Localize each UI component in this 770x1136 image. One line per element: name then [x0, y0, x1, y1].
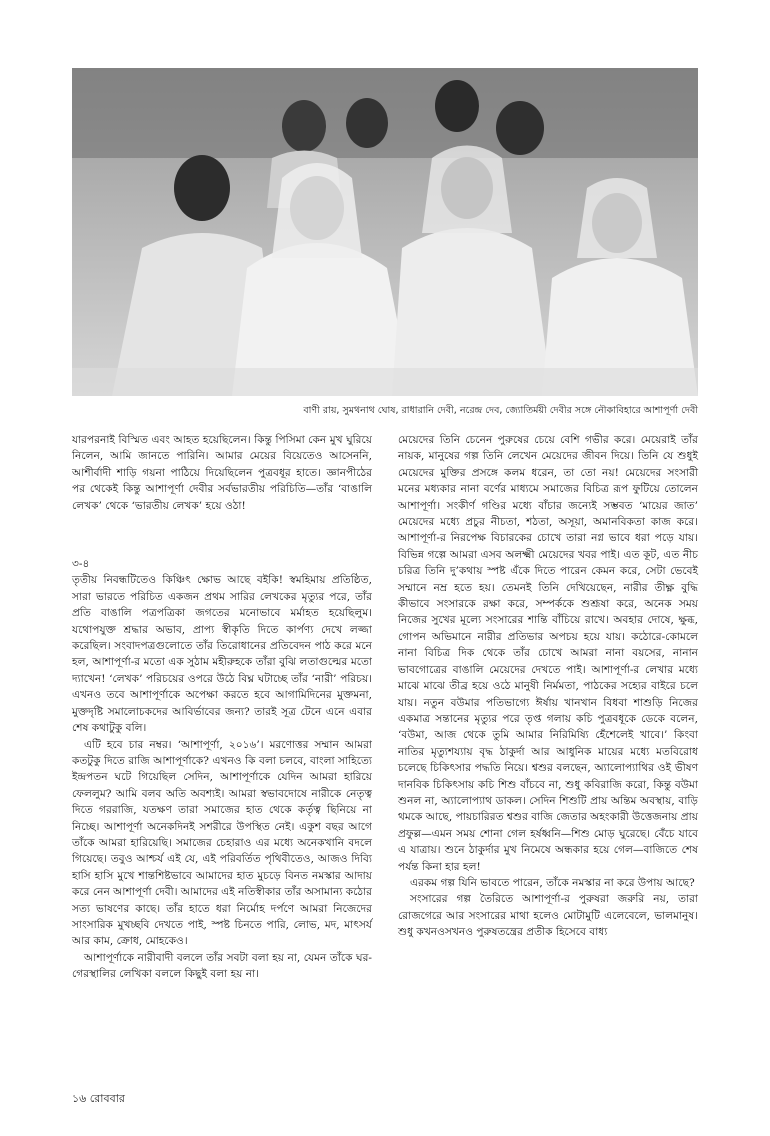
left-paragraph-4: আশাপূর্ণাকে নারীবাদী বললে তাঁর সবটা বলা হয় না, যেমন তাঁকে ঘর-গেরস্থালির লেখিকা বললে কিছুই বলা হয় না। [72, 951, 372, 981]
section-gap [72, 514, 372, 556]
left-paragraph-2: তৃতীয় নিবন্ধটিতেও কিঞ্চিৎ ক্ষোভ আছে বইকি! স্বমহিমায় প্রতিষ্ঠিত, সারা ভারতে পরিচিত একজন প্রথম সারির লেখকের মৃত্যুর পরে, তাঁর প্রতি বাঙালি পত্রপত্রিকা জগতের মনোভাবে মর্মাহত হয়েছিলুম। যথোপযুক্ত শ্রদ্ধার অভাব, প্রাপ্য স্বীকৃতি দিতে কার্পণ্য দেখে লজ্জা করেছিল। সংবাদপত্রগুলোতে তাঁর তিরোধানের প্রতিবেদন পাঠ করে মনে হল, আশাপূর্ণা-র মতো এক সুঠাম মহীরুহকে তাঁরা বুঝি লতাগুল্মের মতো দ্যাখেন! ‘লেখক’ পরিচয়ের ওপরে উঠে বিঘ্ন ঘটাচ্ছে তাঁর ‘নারী’ পরিচয়। এখনও তবে আশাপূর্ণাকে অপেক্ষা করতে হবে আগামিদিনের মুক্তমনা, মুক্তদৃষ্টি সমালোচকদের আবির্ভাবের জন্য? তারই সূত্র টেনে এনে এবার শেষ কথাটুকু বলি। [72, 574, 372, 735]
right-paragraph-3: সংসারের গল্প তৈরিতে আশাপূর্ণা-র পুরুষরা জরুরি নয়, তারা রোজগেরে আর সংসারের মাথা হলেও মোটামুটি এলেবেলে, ভালমানুষ। শুধু কখনওসখনও পুরুষতন্ত্রের প্রতীক হিসেবে বাধ্য [398, 893, 698, 939]
photo-caption: বাণী রায়, সুমথনাথ ঘোষ, রাধারানি দেবী, নরেন্দ্র দেব, জ্যোতির্ময়ী দেবীর সঙ্গে নৌকাবিহারে আশাপূর্ণা দেবী [303, 405, 698, 416]
left-paragraph-3: এটি হবে চার নম্বর। ‘আশাপূর্ণা, ২০১৬’। মরণোত্তর সম্মান আমরা কতটুকু দিতে রাজি আশাপূর্ণাকে? এখনও কি বলা চলবে, বাংলা সাহিত্যে ইন্দ্রপতন ঘটে গিয়েছিল সেদিন, আশাপূর্ণাকে যেদিন আমরা হারিয়ে ফেললুম? আমি বলব অতি অবশ্যই। আমরা স্বভাবদোষে নারীকে নেতৃত্ব দিতে গররাজি, যতক্ষণ তারা সমাজের হাত থেকে কর্তৃত্ব ছিনিয়ে না নিচ্ছে। আশাপূর্ণা অনেকদিনই সশরীরে উপস্থিত নেই। একুশ বছর আগে তাঁকে আমরা হারিয়েছি। সমাজের চেহারাও এর মধ্যে অনেকখানি বদলে গিয়েছে। তবুও আশ্চর্য এই যে, এই পরিবর্তিত পৃথিবীতেও, আজও দিব্যি হাসি হাসি মুখে শান্তশিষ্টভাবে আমাদের হাত মুচড়ে বিনত নমস্কার আদায় করে নেন আশাপূর্ণা দেবী। আমাদের এই নতিস্বীকার তাঁর অসামান্য কঠোর সত্য ভাষণের কাছে। তাঁর হাতে ধরা নির্মোহ দর্পণে আমরা নিজেদের সাংসারিক মুখচ্ছবি দেখতে পাই, স্পষ্ট চিনতে পারি, লোভ, মদ, মাৎসর্য আর কাম, ক্রোধ, মোহকেও। [72, 738, 372, 948]
page-folio: ১৬ রোববার [72, 1092, 125, 1105]
left-paragraph-1: যারপরনাই বিস্মিত এবং আহত হয়েছিলেন। কিন্তু পিসিমা কেন মুখ ঘুরিয়ে নিলেন, আমি জানতে পারিনি। আমার মেয়ের বিয়েতেও আসেননি, আশীর্বাদী শাড়ি গয়না পাঠিয়ে দিয়েছিলেন পুত্রবধূর হাতে। জ্ঞানপীঠের পর থেকেই কিন্তু আশাপূর্ণা দেবীর সর্বভারতীয় পরিচিতি—তাঁর ‘বাঙালি লেখক’ থেকে ‘ভারতীয় লেখক’ হয়ে ওঠা! [72, 434, 372, 512]
right-column [398, 432, 698, 941]
right-paragraph-2: এরকম গল্প যিনি ভাবতে পারেন, তাঁকে নমস্কার না করে উপায় আছে? [410, 876, 695, 889]
group-photo [72, 68, 698, 396]
right-paragraph-1: মেয়েদের তিনি চেনেন পুরুষের চেয়ে বেশি গভীর করে। মেয়েরাই তাঁর নায়ক, মানুষের গল্প তিনি লেখেন মেয়েদের জীবন দিয়ে। তিনি যে শুধুই মেয়েদের মুক্তির প্রসঙ্গে কলম ধরেন, তা তো নয়! মেয়েদের সংসারী মনের মধ্যকার নানা বর্ণের মাধ্যমে সমাজের বিচিত্র রূপ ফুটিয়ে তোলেন আশাপূর্ণা। সংকীর্ণ গণ্ডির মধ্যে বাঁচার জন্যেই সম্ভবত ‘মায়ের জাত’ মেয়েদের মধ্যে প্রচুর নীচতা, শঠতা, অসূয়া, অমানবিকতা কাজ করে। আশাপূর্ণা-র নিরপেক্ষ বিচারকের চোখে তারা নগ্ন ভাবে ধরা পড়ে যায়। বিভিন্ন গল্পে আমরা এসব অলক্ষ্মী মেয়েদের খবর পাই। এত কূট, এত নীচ চরিত্র তিনি দু’কথায় স্পষ্ট এঁকে দিতে পারেন কেমন করে, সেটা ভেবেই সম্মানে নম্র হতে হয়। তেমনই তিনি দেখিয়েছেন, নারীর তীক্ষ্ণ বুদ্ধি কীভাবে সংসারকে রক্ষা করে, সম্পর্ককে শুশ্রূষা করে, অনেক সময় নিজের সুখের মূল্যে সংসারের শান্তি বাঁচিয়ে রাখে। অবহার দোষে, ক্ষুব্ধ, গোপন অভিমানে নারীর প্রতিভার অপচয় হয়ে যায়। কঠোরে-কোমলে নানা বিচিত্র দিক থেকে তাঁর চোখে আমরা নানা বয়সের, নানান ভাবগোত্রের বাঙালি মেয়েদের দেখতে পাই। আশাপূর্ণা-র লেখার মধ্যে মাঝে মাঝে তীব্র হয়ে ওঠে মানুষী নির্মমতা, পাঠকের সহ্যের বাইরে চলে যায়। নতুন বউমার পতিভাগ্যে ঈর্ষায় খানখান বিধবা শাশুড়ি নিজের একমাত্র সন্তানের মৃত্যুর পরে তৃপ্ত গলায় কচি পুত্রবধূকে ডেকে বলেন, ‘বউমা, আজ থেকে তুমি আমার নিরিমিষ্যি হেঁশেলেই খাবে।’ কিংবা নাতির মৃত্যুশয্যায় বৃদ্ধ ঠাকুর্দা আর আধুনিক মায়ের মধ্যে মতবিরোধ চলেছে চিকিৎসার পদ্ধতি নিয়ে। শ্বশুর বলছেন, অ্যালোপ্যাথির ওই ভীষণ দানবিক চিকিৎসায় কচি শিশু বাঁচবে না, শুধু কবিরাজি করো, কিন্তু বউমা শুনল না, অ্যালোপ্যাথ ডাকল। সেদিন শিশুটি প্রায় অন্তিম অবস্থায়, বাড়ি থমকে আছে, পায়চারিরত শ্বশুর বাজি জেতার অহংকারী উত্তেজনায় প্রায় প্রফুল্ল—এমন সময় শোনা গেল হর্ষধ্বনি—শিশু মোড় ঘুরেছে। বেঁচে যাবে এ যাত্রায়। শুনে ঠাকুর্দার মুখ নিমেষে অন্ধকার হয়ে গেল—বাজিতে শেষ পর্যন্ত কিনা হার হল! [398, 434, 698, 873]
section-number: ৩-৪ [72, 558, 90, 571]
boat-outing-photo [72, 68, 698, 396]
left-column [72, 432, 372, 983]
